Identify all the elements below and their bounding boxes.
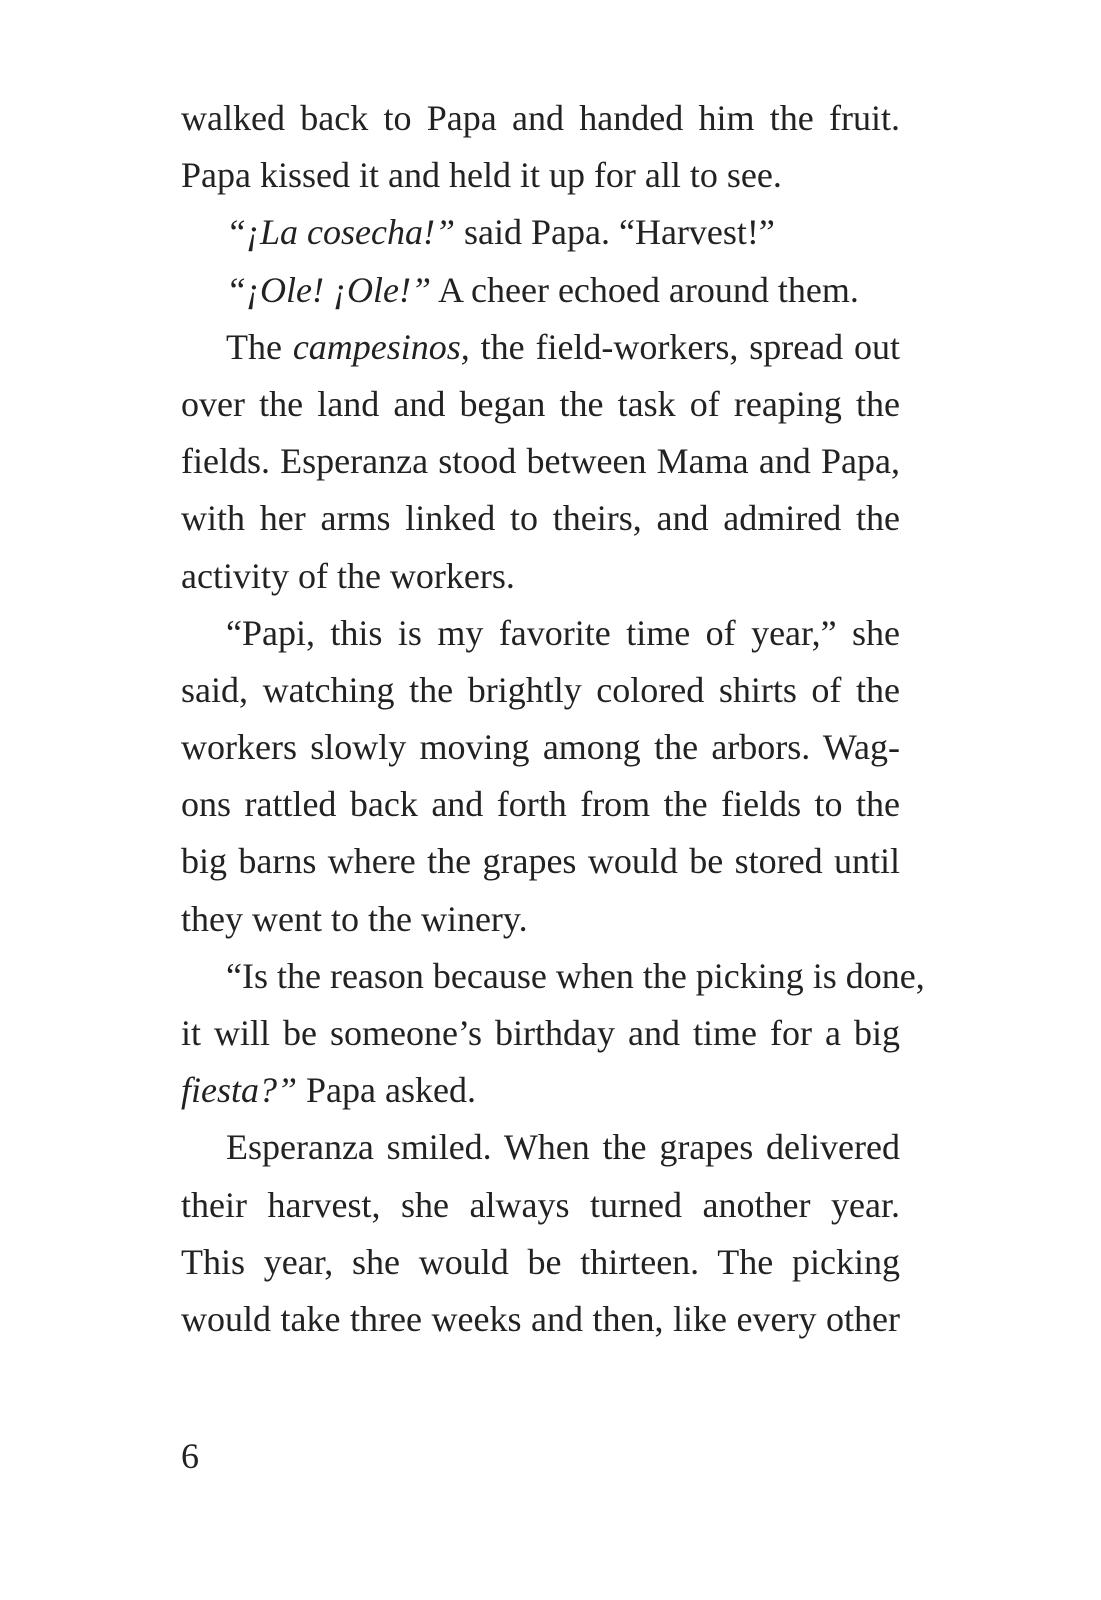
text-line: with her arms linked to theirs, and admired the — [181, 498, 900, 539]
text-line: would take three weeks and then, like every other — [181, 1298, 900, 1339]
italic-phrase: “¡La cosecha!” — [226, 212, 456, 253]
text-line: activity of the workers. — [181, 555, 515, 596]
text-line: Esperanza smiled. When the grapes delivered — [226, 1127, 900, 1168]
body-text — [181, 90, 925, 1348]
line-text: The — [226, 326, 293, 367]
text-line: “Is the reason because when the picking is done, — [226, 955, 925, 996]
text-line: “Papi, this is my favorite time of year,” she — [226, 612, 900, 653]
italic-phrase: fiesta?” — [181, 1070, 298, 1111]
text-line: Papa kissed it and held it up for all to see. — [181, 155, 782, 196]
line-text: said Papa. “Harvest!” — [455, 212, 775, 253]
page-number: 6 — [181, 1436, 199, 1476]
text-line: workers slowly moving among the arbors. Wag- — [181, 727, 900, 768]
text-line: over the land and began the task of reaping the — [181, 383, 900, 424]
text-line: big barns where the grapes would be stored until — [181, 841, 900, 882]
text-line: it will be someone’s birthday and time for a big — [181, 1013, 900, 1053]
text-line: fields. Esperanza stood between Mama and Papa, — [181, 441, 900, 482]
text-line — [181, 1062, 900, 1119]
text-line: ons rattled back and forth from the fields to the — [181, 784, 900, 825]
text-line: their harvest, she always turned another year. — [181, 1184, 900, 1225]
line-text: A cheer echoed around them. — [431, 269, 859, 310]
text-line: said, watching the brightly colored shirts of the — [181, 669, 900, 710]
italic-phrase: “¡Ole! ¡Ole!” — [226, 269, 431, 310]
text-line: walked back to Papa and handed him the fruit. — [181, 98, 900, 138]
text-line — [181, 319, 900, 376]
text-line — [181, 204, 900, 261]
text-line — [181, 262, 900, 319]
text-line: This year, she would be thirteen. The picking — [181, 1241, 900, 1282]
line-text: the field-workers, spread out — [469, 326, 901, 367]
line-text: Papa asked. — [297, 1070, 476, 1111]
italic-phrase: campesinos, — [292, 326, 470, 367]
text-line: they went to the winery. — [181, 898, 528, 939]
